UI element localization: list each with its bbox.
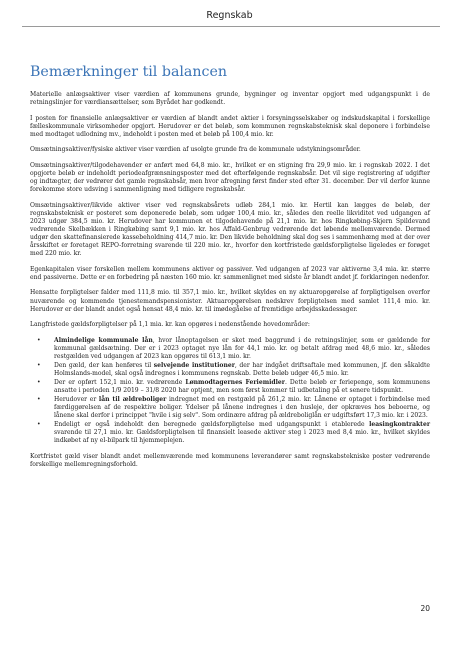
list-item-text: indregnet med en restgæld på 261,2 mio. kr. Lånene er optaget i forbindelse med færdiggørelsen af de respektive boliger. Ydelser på lånene indregnes i den husleje, der opkræves hos beboerne, og lånene skal derfor i princippet "hvile i sig selv". Som ordinære afdrag på ældreboliglån er udgiftsført 17,3 mio. kr. i 2023.: [54, 396, 430, 420]
list-item-text: . Dette beløb er feriepenge, som kommunens ansatte i perioden 1/9 2019 – 31/8 2020 har optjent, men som først kommer til udbetaling på et senere tidspunkt.: [54, 379, 430, 395]
list-item-bold: Lønmodtagernes Feriemidler: [185, 379, 285, 387]
list-item-text: , der har indgået driftsaftale med kommunen, jf. den såkaldte Holmslands-model, skal også indregnes i kommunens regnskab. Dette beløb udgør 46,5 mio. kr.: [54, 361, 430, 378]
paragraph-egenkapital: Egenkapitalen viser forskellen mellem kommunens aktiver og passiver. Ved udgangen af 2023 var aktiverne 3,4 mia. kr. større end passiverne. Dette er en forbedring på næsten 160 mio. kr. sammenlignet med sidste år blandt andet jf. forklaringen nedenfor.: [30, 265, 430, 281]
paragraph-fysiske-aktiver: Omsætningsaktiver/fysiske aktiver viser værdien af usolgte grunde fra de kommunale udstykningsområder.: [30, 146, 361, 154]
list-item-pre: Der er opført 152,1 mio. kr. vedrørende: [54, 379, 186, 387]
running-header: Regnskab: [206, 10, 253, 21]
paragraph-langfristede-intro: Langfristede gældsforpligtelser på 1,1 mia. kr. kan opgøres i nedenstående hovedområder:: [30, 321, 310, 329]
paragraph-likvide-aktiver: Omsætningsaktiver/likvide aktiver viser ved regnskabsårets udløb 284,1 mio. kr. Hertil kan lægges de beløb, der regnskabsteknisk er posteret som deponerede beløb, som udgør 100,4 mio. kr., således den reelle likviditet ved udgangen af 2023 udgør 384,5 mio. kr. Herudover har kommunen et tilgodehavende på 21,1 mio. kr. hos Ringkøbing-Skjern Spildevand vedrørende Skelbækken i Ringkøbing samt 9,1 mio. kr. hos Affald-Genbrug vedrørende det løbende mellemværende. Dermed udgør den skattefinansierede kassebeholdning 414,7 mio. kr. Den likvide beholdning skal dog ses i sammenhæng med at der over årsskiftet er foretaget REPO-forretning svarende til 220 mio. kr., hvorfor den kortfristede gældsforpligtelse ligeledes er forøget med 220 mio. kr.: [30, 201, 430, 258]
list-item-bold: selvejende institutioner: [153, 361, 235, 369]
paragraph-finansielle: I posten for finansielle anlægsaktiver er værdien af blandt andet aktier i forsyningsselskaber og indskudskapital i forskellige fælleskommunale virksomheder opgjort. Herudover er det beløb, som kommunen regnskabsteknisk skal deponere i forbindelse med modtaget udlodning mv., indeholdt i posten med et beløb på 100,4 mio. kr.: [30, 114, 430, 138]
list-item-text: svarende til 27,1 mio. kr. Gældsforpligtelsen til finansielt leasede aktiver steg i 2023 med 8,4 mio. kr., hvilket skyldes indkøbet af ny el-bilpark til hjemmeplejen.: [54, 429, 430, 445]
list-item-pre: Herudover er: [54, 396, 99, 404]
list-item-text: , hvor lånoptagelsen er sket med baggrund i de retningslinjer, som er gældende for kommunal gældsætning. Der er i 2023 optaget nye lån for 44,1 mio. kr. og betalt afdrag med 48,6 mio. kr., således restgælden ved udgangen af 2023 kan opgøres til 613,1 mio. kr.: [54, 336, 430, 360]
paragraph-kortfristet: Kortfristet gæld viser blandt andet mellemværende med kommunens leverandører samt regnskabstekniske poster vedrørende forskellige mellemregningsforhold.: [30, 453, 430, 469]
list-item: [54, 337, 430, 361]
page-number: 20: [420, 604, 430, 613]
paragraph-hensatte: Hensatte forpligtelser falder med 111,8 mio. til 357,1 mio. kr., hvilket skyldes en ny aktuaropgørelse af forpligtigelsen overfor nuværende og kommende tjenestemandspensionister. Aktuaropgørelsen nedskrev forpligtelsen med samlet 111,4 mio. kr. Herudover er der blandt andet også hensat 48,4 mio. kr. til imødegåelse af fremtidige arbejdsskadessager.: [30, 289, 430, 313]
document-body: [30, 91, 430, 477]
list-item-bold: Almindelige kommunale lån: [54, 336, 153, 344]
list-item: [54, 362, 430, 378]
list-item: [54, 379, 430, 395]
paragraph-tilgodehavender: Omsætningsaktiver/tilgodehavender er anført med 64,8 mio. kr., hvilket er en stigning fra 29,9 mio. kr. i regnskab 2022. I det opgjorte beløb er indeholdt periodeafgrænsningsposter med det efterfølgende regnskabsår. Det vil sige registrering af udgifter og indtægter, der vedrører det gamle regnskabsår, men hvor afregning først finder sted efter 31. december. Der vil derfor kunne forekomme store udsving i sammenligning med tidligere regnskabsår.: [30, 162, 430, 194]
debt-list: [30, 337, 430, 446]
list-item-pre: Endeligt er også indeholdt den beregnede gældsforpligtelse med udgangspunkt i etablerede: [54, 421, 370, 429]
list-item-bold: leasingkontrakter: [369, 421, 430, 429]
header-divider: [22, 26, 440, 27]
paragraph-materielle: Materielle anlægsaktiver viser værdien af kommunens grunde, bygninger og inventar opgjort med udgangspunkt i de retningslinjer for værdiansættelser, som Byrådet har godkendt.: [30, 91, 430, 107]
section-title: Bemærkninger til balancen: [30, 64, 228, 80]
list-item: [54, 421, 430, 445]
list-item: [54, 396, 430, 420]
list-item-pre: Den gæld, der kan henføres til: [54, 361, 154, 369]
list-item-bold: lån til ældreboliger: [98, 396, 167, 404]
